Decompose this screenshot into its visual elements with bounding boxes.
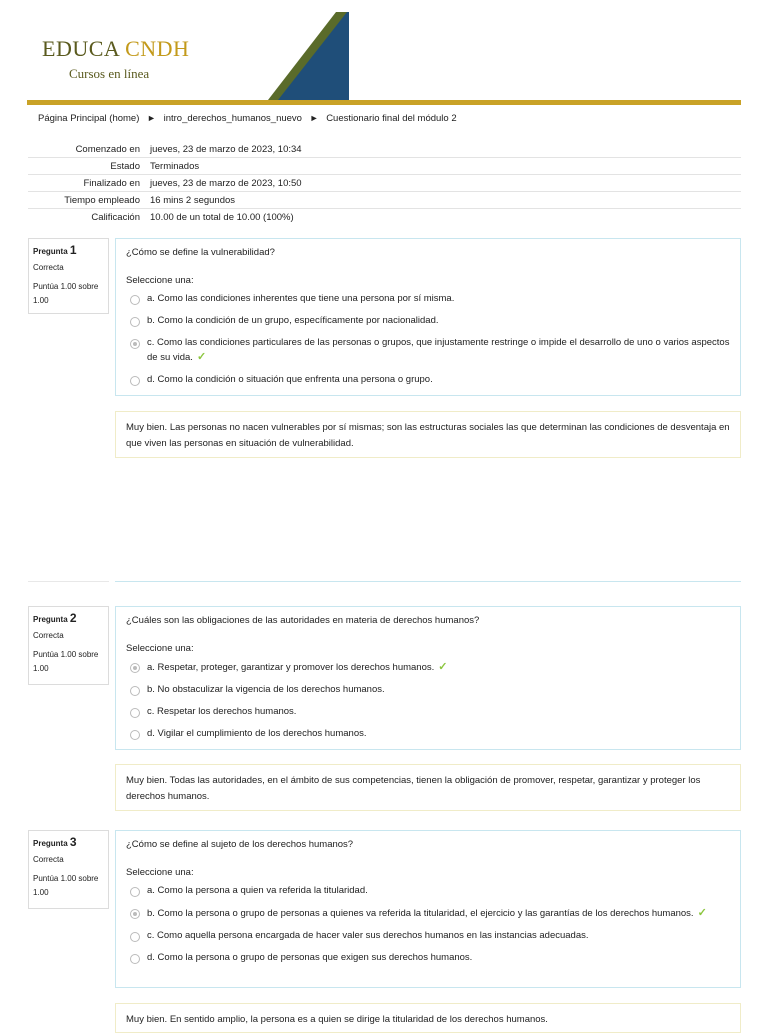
breadcrumb-separator-icon: ► <box>147 113 156 123</box>
summary-row <box>28 175 741 192</box>
answer-option[interactable] <box>126 929 730 943</box>
question-prompt: Seleccione una: <box>126 275 194 286</box>
question-prompt: Seleccione una: <box>126 643 194 654</box>
answer-text: c. Como aquella persona encargada de hacer valer sus derechos humanos en las instancias adecuadas. <box>147 930 589 941</box>
brand-name: EDUCA CNDH <box>42 36 190 61</box>
question-grade: Puntúa 1.00 sobre 1.00 <box>33 874 99 897</box>
summary-key: Tiempo empleado <box>28 192 150 209</box>
correct-check-icon: ✓ <box>697 907 707 919</box>
summary-key: Finalizado en <box>28 175 150 192</box>
radio-button[interactable] <box>130 887 140 897</box>
summary-key: Estado <box>28 158 150 175</box>
answer-option[interactable] <box>126 951 730 965</box>
correct-check-icon: ✓ <box>196 351 207 363</box>
answer-text: a. Como las condiciones inherentes que tiene una persona por sí misma. <box>147 293 455 304</box>
summary-key: Comenzado en <box>28 141 150 158</box>
summary-row <box>28 158 741 175</box>
attempt-summary-table <box>28 141 741 225</box>
question-number: Pregunta 1 <box>33 243 77 257</box>
answer-text: d. Como la condición o situación que enfrenta una persona o grupo. <box>147 374 433 385</box>
radio-button[interactable] <box>130 686 140 696</box>
answer-text: d. Como la persona o grupo de personas que exigen sus derechos humanos. <box>147 952 473 963</box>
answer-option[interactable] <box>126 906 730 921</box>
answer-text: a. Respetar, proteger, garantizar y promover los derechos humanos. ✓ <box>147 661 448 673</box>
answer-option[interactable] <box>126 373 730 387</box>
question-state: Correcta <box>33 855 64 864</box>
question-feedback: Muy bien. Las personas no nacen vulnerables por sí mismas; son las estructuras sociales las que determinan las condiciones de desventaja en que viven las personas en situación de vulnerabilidad. <box>115 411 741 458</box>
question-info <box>28 238 109 314</box>
question-info <box>28 606 109 685</box>
answer-text: b. Como la condición de un grupo, específicamente por nacionalidad. <box>147 315 439 326</box>
summary-value: Terminados <box>150 158 741 175</box>
question-number: Pregunta 3 <box>33 835 77 849</box>
radio-button[interactable] <box>130 909 140 919</box>
summary-value: jueves, 23 de marzo de 2023, 10:34 <box>150 141 741 158</box>
summary-row <box>28 192 741 209</box>
brand-tagline: Cursos en línea <box>69 66 150 81</box>
question-grade: Puntúa 1.00 sobre 1.00 <box>33 650 99 673</box>
answer-option[interactable] <box>126 884 730 898</box>
question-state: Correcta <box>33 263 64 272</box>
answer-option[interactable] <box>126 727 730 741</box>
summary-value: jueves, 23 de marzo de 2023, 10:50 <box>150 175 741 192</box>
question-prompt: Seleccione una: <box>126 867 194 878</box>
page-divider <box>115 581 741 582</box>
question-text: ¿Cómo se define al sujeto de los derechos humanos? <box>126 839 354 850</box>
header-divider <box>27 100 741 105</box>
radio-button[interactable] <box>130 339 140 349</box>
question-info <box>28 830 109 909</box>
answer-option[interactable] <box>126 336 730 365</box>
answer-text: b. No obstaculizar la vigencia de los derechos humanos. <box>147 684 385 695</box>
answer-text: a. Como la persona a quien va referida la titularidad. <box>147 885 368 896</box>
breadcrumb-home[interactable]: Página Principal (home) <box>38 113 140 124</box>
radio-button[interactable] <box>130 932 140 942</box>
summary-value: 10.00 de un total de 10.00 (100%) <box>150 211 294 223</box>
summary-row <box>28 141 741 158</box>
question-number: Pregunta 2 <box>33 611 77 625</box>
question-feedback: Muy bien. En sentido amplio, la persona es a quien se dirige la titularidad de los derechos humanos. <box>115 1003 741 1033</box>
question-feedback: Muy bien. Todas las autoridades, en el ámbito de sus competencias, tienen la obligación de promover, respetar, garantizar y proteger los derechos humanos. <box>115 764 741 811</box>
answer-text: d. Vigilar el cumplimiento de los derechos humanos. <box>147 728 367 739</box>
question-content <box>115 830 741 988</box>
page-divider <box>28 581 109 582</box>
question-content <box>115 606 741 750</box>
correct-check-icon: ✓ <box>438 661 448 673</box>
answer-option[interactable] <box>126 314 730 328</box>
question-text: ¿Cuáles son las obligaciones de las autoridades en materia de derechos humanos? <box>126 615 480 626</box>
question-content <box>115 238 741 396</box>
question-grade: Puntúa 1.00 sobre 1.00 <box>33 282 99 305</box>
summary-row <box>28 209 741 226</box>
summary-key: Calificación <box>91 211 140 223</box>
breadcrumb-separator-icon: ► <box>309 113 319 123</box>
answer-option[interactable] <box>126 683 730 697</box>
answer-text: c. Respetar los derechos humanos. <box>147 706 297 717</box>
summary-value: 16 mins 2 segundos <box>150 192 741 209</box>
breadcrumb-course[interactable]: intro_derechos_humanos_nuevo <box>163 113 302 124</box>
radio-button[interactable] <box>130 295 140 305</box>
answer-text: c. Como las condiciones particulares de las personas o grupos, que injustamente restringe o impide el desarrollo de uno o varios aspectos de su vida. ✓ <box>147 337 730 363</box>
radio-button[interactable] <box>130 317 140 327</box>
logo-emblem-icon <box>268 12 349 100</box>
breadcrumb <box>38 113 457 124</box>
answer-option[interactable] <box>126 292 730 306</box>
answer-option[interactable] <box>126 660 730 675</box>
answer-text: b. Como la persona o grupo de personas a quienes va referida la titularidad, el ejercicio y las garantías de los derechos humanos. ✓ <box>147 907 707 919</box>
question-state: Correcta <box>33 631 64 640</box>
question-text: ¿Cómo se define la vulnerabilidad? <box>126 247 275 258</box>
radio-button[interactable] <box>130 376 140 386</box>
answer-option[interactable] <box>126 705 730 719</box>
radio-button[interactable] <box>130 730 140 740</box>
radio-button[interactable] <box>130 663 140 673</box>
radio-button[interactable] <box>130 954 140 964</box>
radio-button[interactable] <box>130 708 140 718</box>
breadcrumb-quiz[interactable]: Cuestionario final del módulo 2 <box>326 113 457 124</box>
